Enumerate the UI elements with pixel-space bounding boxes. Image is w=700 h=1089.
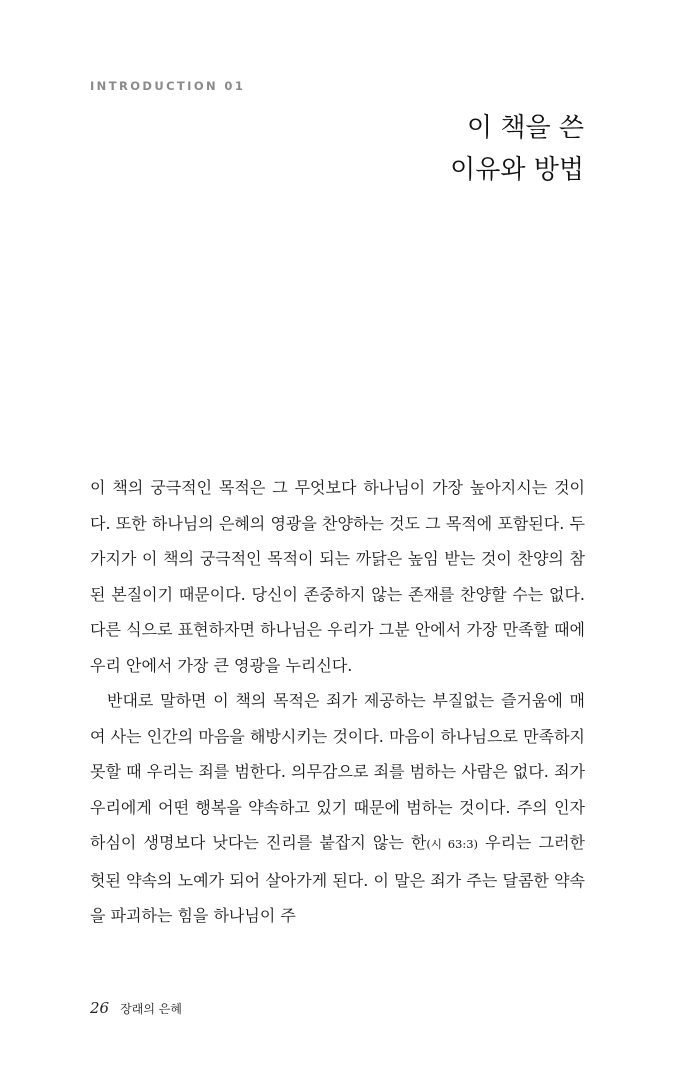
chapter-title bbox=[450, 107, 584, 191]
body-text bbox=[90, 470, 585, 934]
running-book-title: 장래의 은혜 bbox=[120, 1002, 182, 1016]
scripture-reference: (시 63:3) bbox=[426, 837, 479, 851]
page-footer bbox=[90, 998, 182, 1017]
chapter-title-line-2: 이유와 방법 bbox=[450, 155, 584, 185]
page-number: 26 bbox=[90, 999, 110, 1017]
paragraph-2-part-1: 반대로 말하면 이 책의 목적은 죄가 제공하는 부질없는 즐거움에 매여 사는 인간의 마음을 해방시키는 것이다. 마음이 하나님으로 만족하지 못할 때 우리는 죄를 범한다. 의무감으로 죄를 범하는 사람은 없다. 죄가 우리에게 어떤 행복을 약속하고 있기 때문에 범하는 것이다. 주의 인자하심이 생명보다 낫다는 진리를 붙잡지 않는 한 bbox=[90, 691, 585, 852]
paragraph-1: 이 책의 궁극적인 목적은 그 무엇보다 하나님이 가장 높아지시는 것이다. 또한 하나님의 은혜의 영광을 찬양하는 것도 그 목적에 포함된다. 두 가지가 이 책의 궁극적인 목적이 되는 까닭은 높임 받는 것이 찬양의 참된 본질이기 때문이다. 당신이 존중하지 않는 존재를 찬양할 수는 없다. 다른 식으로 표현하자면 하나님은 우리가 그분 안에서 가장 만족할 때에 우리 안에서 가장 큰 영광을 누리신다. bbox=[90, 478, 585, 675]
paragraph-2-part-2: 우리는 그러한 헛된 약속의 노예가 되어 살아가게 된다. 이 말은 죄가 주는 달콤한 약속을 파괴하는 힘을 하나님이 주 bbox=[90, 833, 585, 925]
chapter-title-line-1: 이 책을 쓴 bbox=[467, 113, 584, 143]
chapter-label: INTRODUCTION 01 bbox=[90, 79, 246, 93]
paragraph-2 bbox=[90, 683, 585, 934]
